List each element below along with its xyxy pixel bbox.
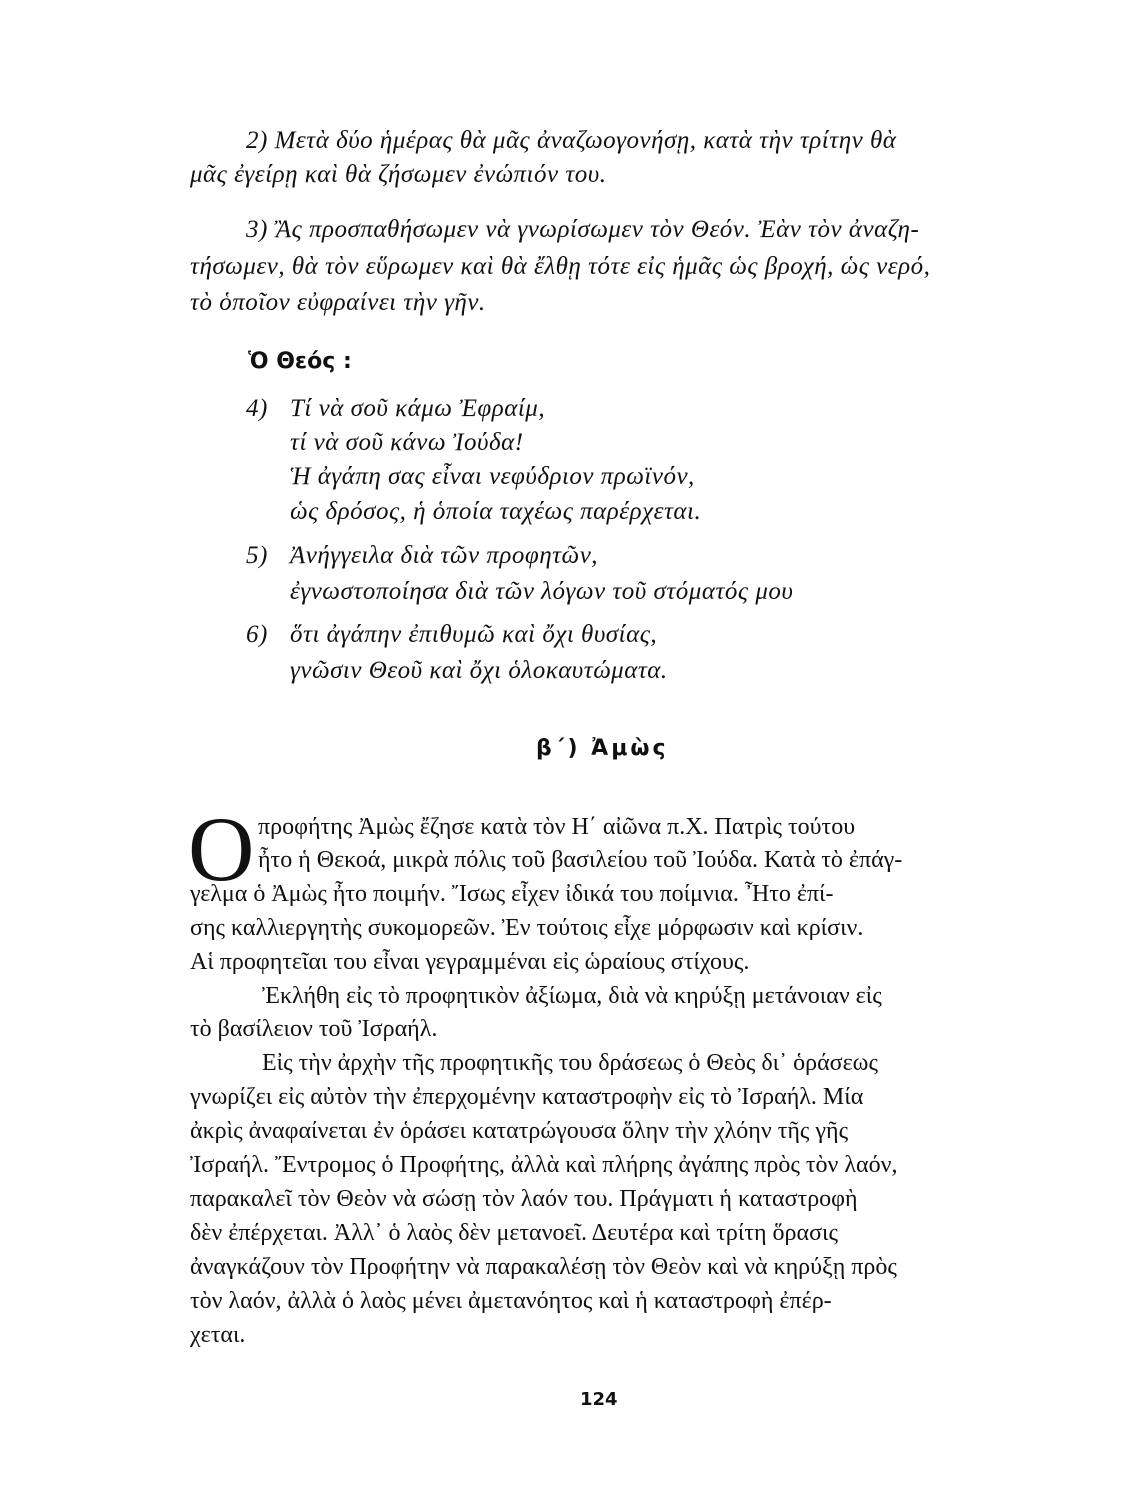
- body-paragraph-3-line-1: Εἰς τὴν ἀρχὴν τῆς προφητικῆς του δράσεως ὁ Θεὸς δι᾽ ὁράσεως: [262, 1050, 878, 1076]
- body-paragraph-2-line-1: Ἐκλήθη εἰς τὸ προφητικὸν ἀξίωμα, διὰ νὰ κηρύξῃ μετάνοιαν εἰς: [262, 983, 882, 1009]
- verse-4-line-3: Ἡ ἀγάπη σας εἶναι νεφύδριον πρωϊνόν,: [290, 463, 695, 490]
- body-paragraph-3-line-9: χεται.: [190, 1322, 246, 1348]
- body-paragraph-1-line-4: σης καλλιεργητὴς συκομορεῶν. Ἐν τούτοις εἶχε μόρφωσιν καὶ κρίσιν.: [190, 915, 864, 941]
- body-paragraph-1-line-5: Αἱ προφητεῖαι του εἶναι γεγραμμέναι εἰς ὡραίους στίχους.: [190, 949, 750, 975]
- verse-2-line-2: μᾶς ἐγείρῃ καὶ θὰ ζήσωμεν ἐνώπιόν του.: [190, 161, 607, 188]
- body-paragraph-3-line-6: δὲν ἐπέρχεται. Ἀλλ᾽ ὁ λαὸς δὲν μετανοεῖ. Δευτέρα καὶ τρίτη ὅρασις: [190, 1220, 838, 1246]
- verse-4-line-2: τί νὰ σοῦ κάνω Ἰούδα!: [290, 429, 524, 456]
- body-paragraph-3-line-8: τὸν λαόν, ἀλλὰ ὁ λαὸς μένει ἀμετανόητος καὶ ἡ καταστροφὴ ἐπέρ-: [190, 1288, 832, 1314]
- body-paragraph-2-line-2: τὸ βασίλειον τοῦ Ἰσραήλ.: [190, 1016, 438, 1042]
- body-paragraph-3-line-2: γνωρίζει εἰς αὐτὸν τὴν ἐπερχομένην καταστροφὴν εἰς τὸ Ἰσραήλ. Μία: [190, 1084, 864, 1110]
- drop-cap: Ο: [188, 798, 255, 900]
- verse-4-number: 4): [246, 395, 268, 422]
- verse-4-line-4: ὡς δρόσος, ἡ ὁποία ταχέως παρέρχεται.: [290, 498, 702, 525]
- body-paragraph-3-line-5: παρακαλεῖ τὸν Θεὸν νὰ σώσῃ τὸν λαόν του. Πράγματι ἡ καταστροφὴ: [190, 1186, 858, 1212]
- verse-3-line-3: τὸ ὁποῖον εὐφραίνει τὴν γῆν.: [190, 289, 486, 316]
- verse-4-line-1: Τί νὰ σοῦ κάμω Ἐφραίμ,: [290, 395, 546, 422]
- speaker-heading: Ὁ Θεός :: [248, 349, 352, 374]
- verse-6-number: 6): [246, 621, 268, 648]
- verse-5-line-1: Ἀνήγγειλα διὰ τῶν προφητῶν,: [290, 542, 599, 569]
- verse-6-line-2: γνῶσιν Θεοῦ καὶ ὄχι ὁλοκαυτώματα.: [290, 657, 668, 684]
- verse-3-line-1: 3) Ἂς προσπαθήσωμεν νὰ γνωρίσωμεν τὸν Θεόν. Ἐὰν τὸν ἀναζη-: [246, 216, 920, 243]
- body-paragraph-3-line-3: ἀκρὶς ἀναφαίνεται ἐν ὁράσει κατατρώγουσα ὅλην τὴν χλόην τῆς γῆς: [190, 1118, 849, 1144]
- verse-5-number: 5): [246, 542, 268, 569]
- verse-6-line-1: ὅτι ἀγάπην ἐπιθυμῶ καὶ ὄχι θυσίας,: [290, 621, 658, 648]
- body-paragraph-1-line-3: γελμα ὁ Ἀμὼς ἦτο ποιμήν. Ἴσως εἶχεν ἰδικά του ποίμνια. Ἦτο ἐπί-: [190, 881, 834, 907]
- verse-3-line-2: τήσωμεν, θὰ τὸν εὕρωμεν καὶ θὰ ἔλθῃ τότε εἰς ἡμᾶς ὡς βροχή, ὡς νερό,: [190, 253, 931, 280]
- body-paragraph-3-line-7: ἀναγκάζουν τὸν Προφήτην νὰ παρακαλέσῃ τὸν Θεὸν καὶ νὰ κηρύξῃ πρὸς: [190, 1254, 897, 1280]
- verse-5-line-2: ἐγνωστοποίησα διὰ τῶν λόγων τοῦ στόματός μου: [290, 578, 794, 605]
- body-paragraph-1-line-2: ἦτο ἡ Θεκοά, μικρὰ πόλις τοῦ βασιλείου τοῦ Ἰούδα. Κατὰ τὸ ἐπάγ-: [258, 847, 903, 873]
- verse-2-line-1: 2) Μετὰ δύο ἡμέρας θὰ μᾶς ἀναζωογονήσῃ, κατὰ τὴν τρίτην θὰ: [246, 127, 897, 154]
- section-title: β΄) Ἀμὼς: [536, 736, 669, 761]
- page-number: 124: [580, 1389, 618, 1410]
- body-paragraph-1-line-1: προφήτης Ἀμὼς ἔζησε κατὰ τὸν Η΄ αἰῶνα π.Χ. Πατρὶς τούτου: [258, 814, 856, 840]
- body-paragraph-3-line-4: Ἰσραήλ. Ἔντρομος ὁ Προφήτης, ἀλλὰ καὶ πλήρης ἀγάπης πρὸς τὸν λαόν,: [190, 1152, 898, 1178]
